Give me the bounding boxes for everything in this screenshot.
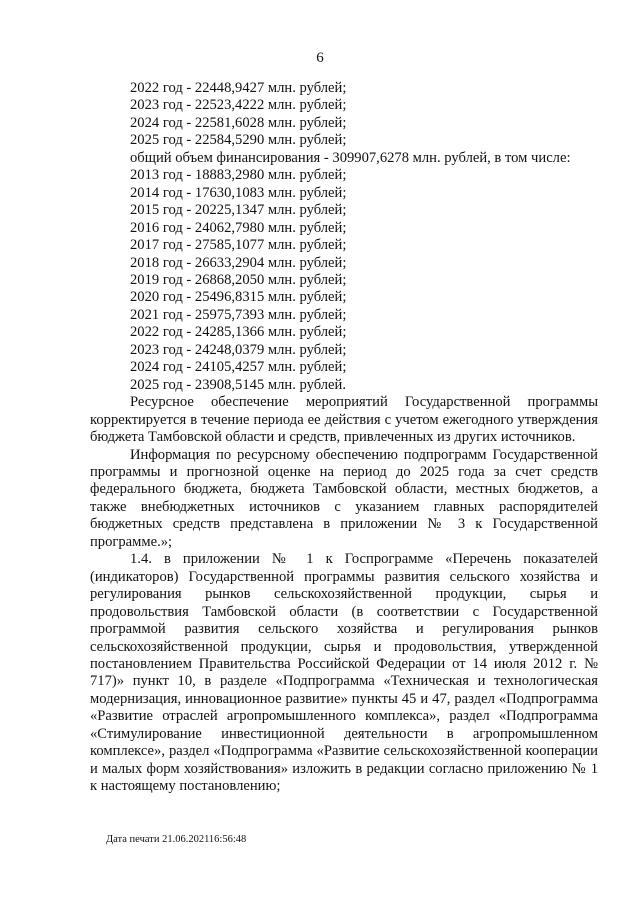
funding-total-line-2023: 2023 год - 24248,0379 млн. рублей; — [130, 341, 347, 358]
funding-total-line-2019: 2019 год - 26868,2050 млн. рублей; — [130, 271, 347, 288]
paragraph-resource-adjustment: Ресурсное обеспечение мероприятий Государственной программы корректируется в течение периода ее действия с учетом ежегодного утверждения бюджета Тамбовской области и средств, привлеченных из других источников. — [90, 394, 598, 446]
page-number: 6 — [316, 50, 324, 66]
funding-line-2024: 2024 год - 22581,6028 млн. рублей; — [130, 114, 347, 131]
funding-total-line-2021: 2021 год - 25975,7393 млн. рублей; — [130, 306, 347, 323]
funding-line-2023: 2023 год - 22523,4222 млн. рублей; — [130, 97, 347, 114]
funding-total-line-2020: 2020 год - 25496,8315 млн. рублей; — [130, 289, 347, 306]
funding-total-line-2013: 2013 год - 18883,2980 млн. рублей; — [130, 167, 347, 184]
funding-line-2025: 2025 год - 22584,5290 млн. рублей; — [130, 132, 347, 149]
document-body — [90, 80, 598, 796]
funding-total-line-2015: 2015 год - 20225,1347 млн. рублей; — [130, 202, 347, 219]
funding-total-line-2022: 2022 год - 24285,1366 млн. рублей; — [130, 324, 347, 341]
print-date-footer: Дата печати 21.06.202116:56:48 — [106, 834, 247, 845]
funding-total-line-2018: 2018 год - 26633,2904 млн. рублей; — [130, 254, 347, 271]
funding-total-line-2025: 2025 год - 23908,5145 млн. рублей. — [130, 376, 346, 393]
funding-line-2022: 2022 год - 22448,9427 млн. рублей; — [130, 80, 347, 96]
funding-total-line-2016: 2016 год - 24062,7980 млн. рублей; — [130, 219, 347, 236]
paragraph-item-1-4: 1.4. в приложении № 1 к Госпрограмме «Перечень показателей (индикаторов) Государственной программы развития сельского хозяйства и регулирования рынков сельскохозяйственной продукции, сырья и продовольствия Тамбовской области (в соответствии с Государственной программой развития сельского хозяйства и регулирования рынков сельскохозяйственной продукции, сырья и продовольствия, утвержденной постановлением Правительства Российской Федерации от 14 июля 2012 г. № 717)» пункт 10, в разделе «Подпрограмма «Техническая и технологическая модернизация, инновационное развитие» пункты 45 и 47, раздел «Подпрограмма «Развитие отраслей агропромышленного комплекса», раздел «Подпрограмма «Стимулирование инвестиционной деятельности в агропромышленном комплексе», раздел «Подпрограмма «Развитие сельскохозяйственной кооперации и малых форм хозяйствования» изложить в редакции согласно приложению № 1 к настоящему постановлению; — [90, 551, 598, 795]
paragraph-resource-information: Информация по ресурсному обеспечению подпрограмм Государственной программы и прогнозной оценке на период до 2025 года за счет средств федерального бюджета, бюджета Тамбовской области, местных бюджетов, а также внебюджетных источников с указанием главных распорядителей бюджетных средств представлена в приложении № 3 к Государственной программе.»; — [90, 446, 598, 550]
funding-total-line-2024: 2024 год - 24105,4257 млн. рублей; — [130, 359, 347, 376]
funding-total-line-2014: 2014 год - 17630,1083 млн. рублей; — [130, 184, 347, 201]
total-funding-line: общий объем финансирования - 309907,6278 млн. рублей, в том числе: — [130, 149, 571, 166]
funding-total-line-2017: 2017 год - 27585,1077 млн. рублей; — [130, 237, 347, 254]
